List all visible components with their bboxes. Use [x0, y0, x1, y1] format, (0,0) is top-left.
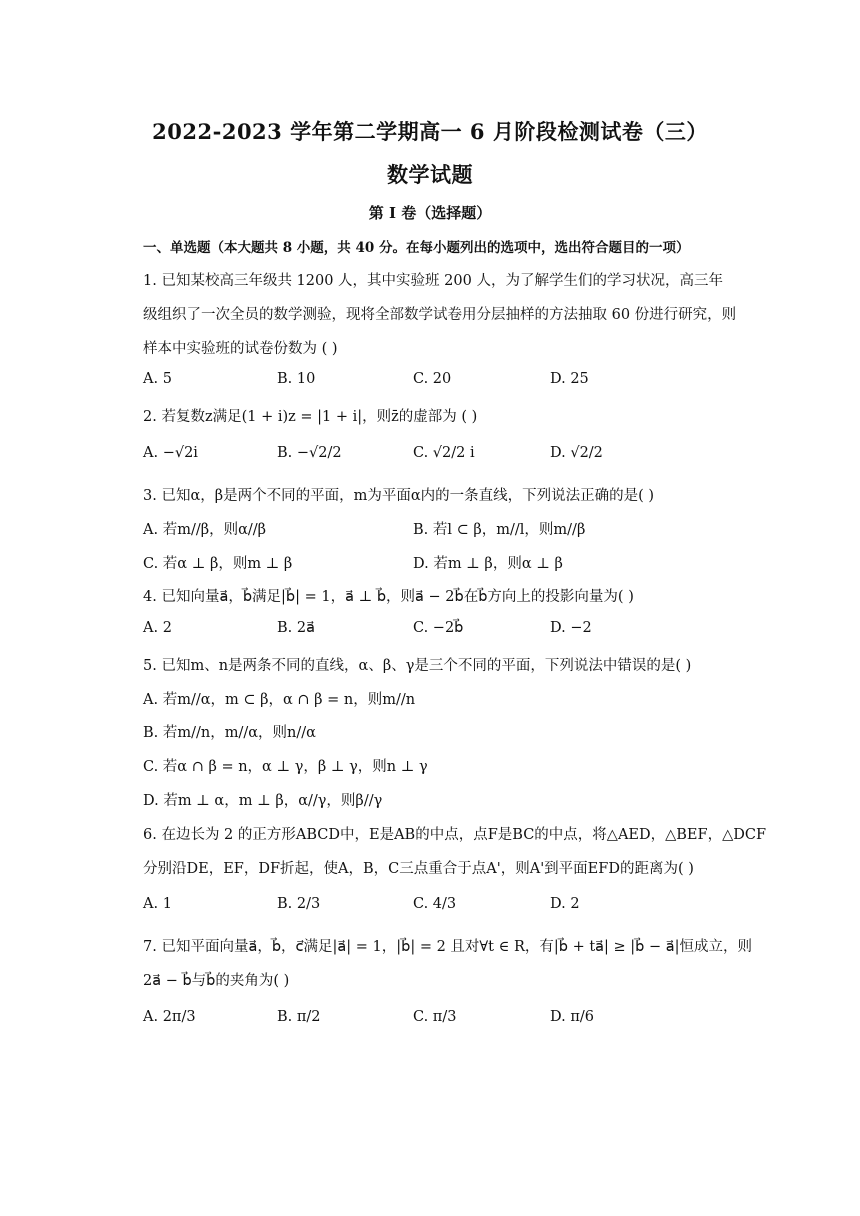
q2-option-a: A. −√2i: [143, 445, 198, 461]
question-6-line-2: 分别沿DE，EF，DF折起，使A，B，C三点重合于点A'，则A'到平面EFD的距离为( ): [143, 861, 694, 877]
q2-option-b: B. −√2/2: [277, 445, 342, 461]
question-3-line-1: 3. 已知α，β是两个不同的平面，m为平面α内的一条直线，下列说法正确的是( ): [143, 488, 655, 504]
q1-option-d: D. 25: [550, 371, 589, 387]
q7-option-d: D. π/6: [550, 1009, 594, 1025]
question-7-line-1: 7. 已知平面向量a⃗，b⃗，c⃗满足|a⃗| = 1，|b⃗| = 2 且对∀t ∈ R，有|b⃗ + ta⃗| ≥ |b⃗ − a⃗|恒成立，则: [143, 939, 753, 955]
subject-title: 数学试题: [387, 162, 473, 187]
question-5-line-1: 5. 已知m、n是两条不同的直线，α、β、γ是三个不同的平面，下列说法中错误的是( ): [143, 658, 692, 674]
question-1-line-3: 样本中实验班的试卷份数为 ( ): [143, 341, 338, 357]
q1-option-c: C. 20: [413, 371, 452, 387]
q3-option-b: B. 若l ⊂ β，m//l，则m//β: [413, 522, 586, 538]
q4-option-b: B. 2a⃗: [277, 620, 315, 636]
q7-option-a: A. 2π/3: [143, 1009, 196, 1025]
q6-option-b: B. 2/3: [277, 896, 321, 912]
q6-option-d: D. 2: [550, 896, 580, 912]
q6-option-c: C. 4/3: [413, 896, 457, 912]
question-7-line-2: 2a⃗ − b⃗与b⃗的夹角为( ): [143, 973, 290, 989]
q7-option-c: C. π/3: [413, 1009, 457, 1025]
q3-option-c: C. 若α ⊥ β，则m ⊥ β: [143, 556, 293, 572]
q4-option-a: A. 2: [143, 620, 172, 636]
q1-option-a: A. 5: [143, 371, 172, 387]
question-1-line-2: 级组织了一次全员的数学测验，现将全部数学试卷用分层抽样的方法抽取 60 份进行研究，则: [143, 307, 737, 323]
q2-option-c: C. √2/2 i: [413, 445, 475, 461]
exam-title: 2022-2023 学年第二学期高一 6 月阶段检测试卷（三）: [152, 119, 708, 144]
q5-option-d: D. 若m ⊥ α，m ⊥ β，α//γ，则β//γ: [143, 793, 383, 809]
q4-option-d: D. −2: [550, 620, 592, 636]
q4-option-c: C. −2b⃗: [413, 620, 464, 636]
q2-option-d: D. √2/2: [550, 445, 603, 461]
q1-option-b: B. 10: [277, 371, 316, 387]
q5-option-b: B. 若m//n，m//α，则n//α: [143, 725, 316, 741]
question-4-line-1: 4. 已知向量a⃗，b⃗满足|b⃗| = 1，a⃗ ⊥ b⃗，则a⃗ − 2b⃗在b⃗方向上的投影向量为( ): [143, 589, 634, 605]
section-heading: 一、单选题（本大题共 8 小题，共 40 分。在每小题列出的选项中，选出符合题目的一项）: [143, 240, 690, 256]
q3-option-d: D. 若m ⊥ β，则α ⊥ β: [413, 556, 563, 572]
q5-option-c: C. 若α ∩ β = n，α ⊥ γ，β ⊥ γ，则n ⊥ γ: [143, 759, 428, 775]
question-6-line-1: 6. 在边长为 2 的正方形ABCD中，E是AB的中点，点F是BC的中点，将△AED，△BEF，△DCF: [143, 827, 767, 843]
part-title: 第 I 卷（选择题）: [368, 204, 492, 222]
question-1-line-1: 1. 已知某校高三年级共 1200 人，其中实验班 200 人，为了解学生们的学习状况，高三年: [143, 273, 723, 289]
question-2-line-1: 2. 若复数z满足(1 + i)z = |1 + i|，则z̄的虚部为 ( ): [143, 409, 478, 425]
q6-option-a: A. 1: [143, 896, 172, 912]
q5-option-a: A. 若m//α，m ⊂ β，α ∩ β = n，则m//n: [143, 692, 416, 708]
q3-option-a: A. 若m//β，则α//β: [143, 522, 267, 538]
q7-option-b: B. π/2: [277, 1009, 321, 1025]
